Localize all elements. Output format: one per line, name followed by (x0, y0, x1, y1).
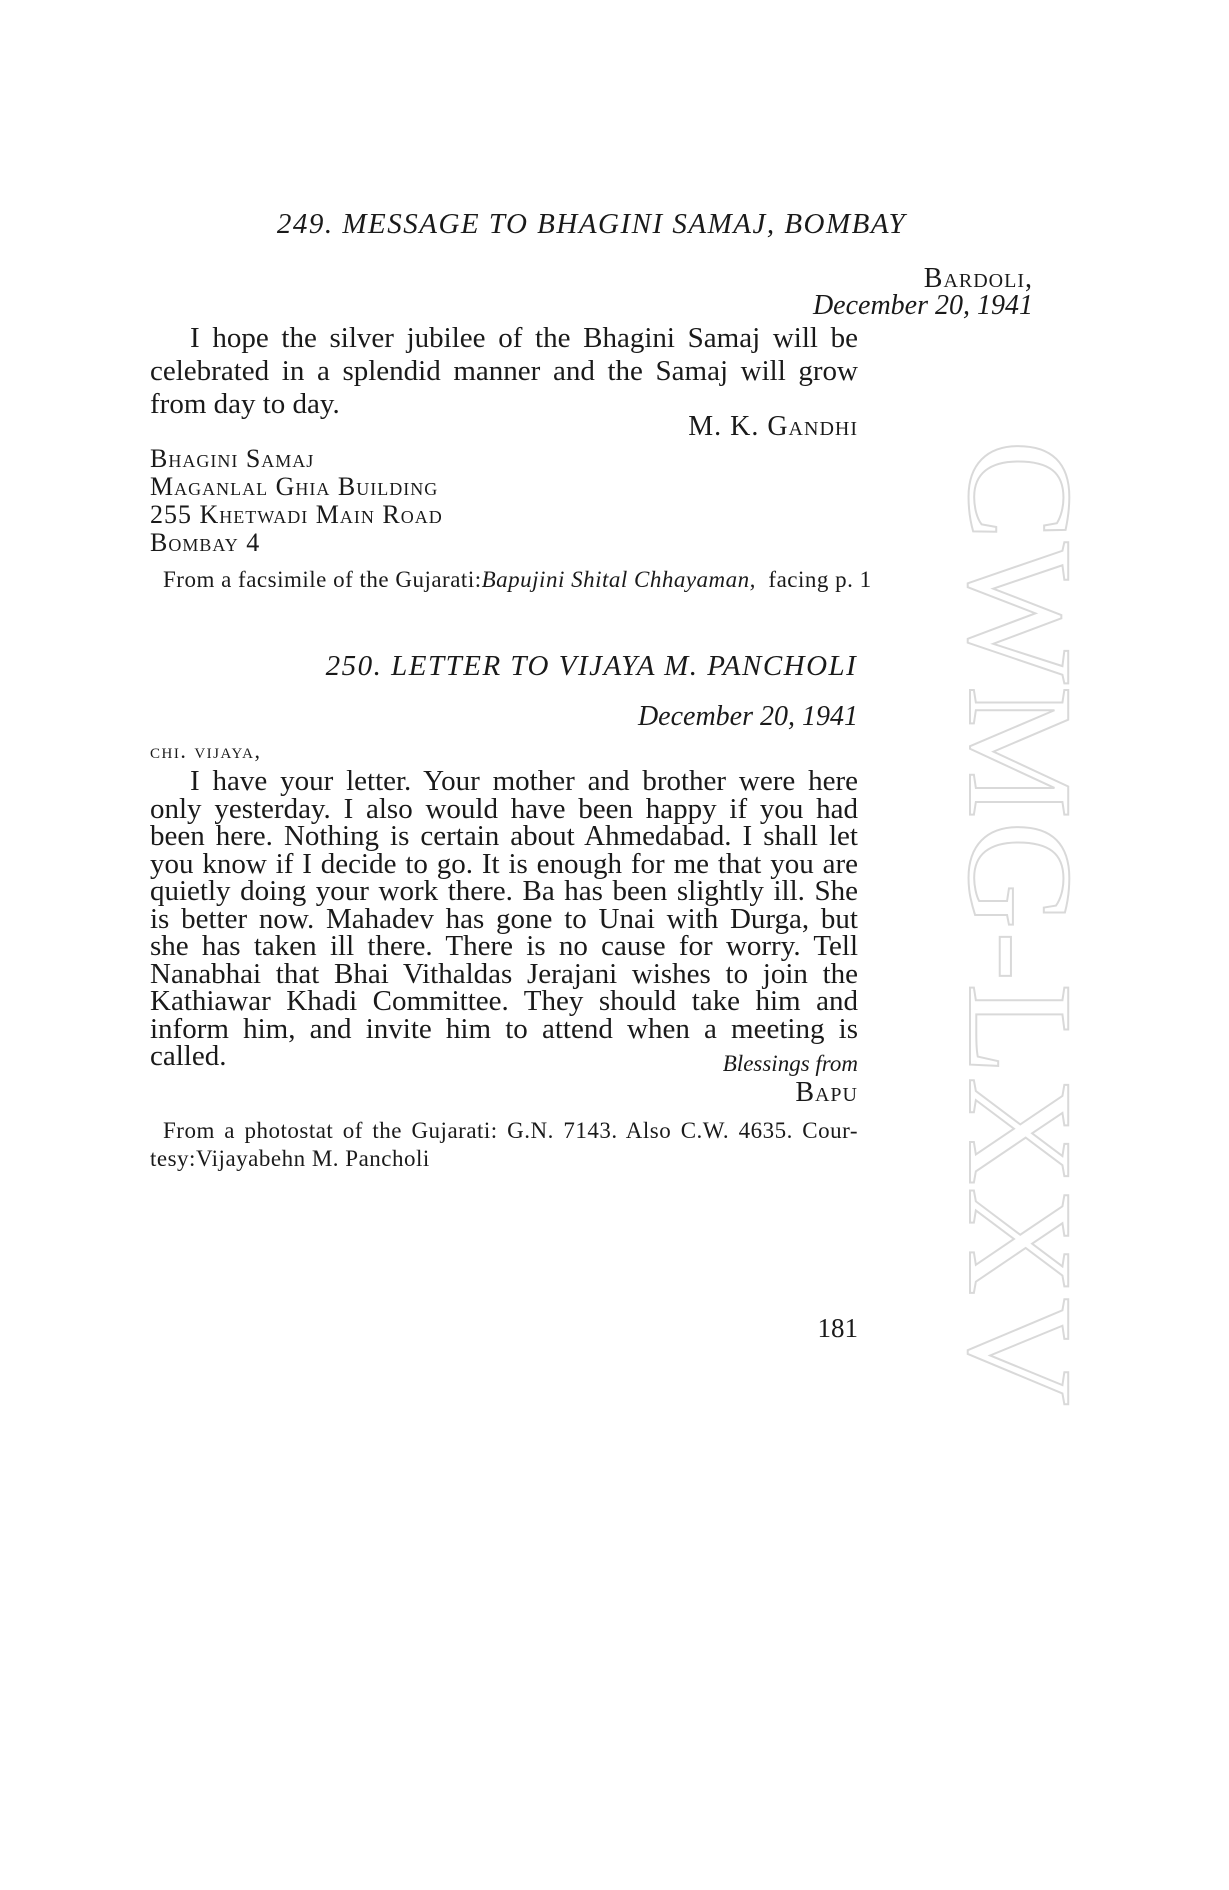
section-249-body: I hope the silver jubilee of the Bhagini Samaj will be celebrated in a splendid manner and the Samaj will grow from day to day. (150, 322, 858, 420)
section-249-source-title: Bapujini Shital Chhayaman, (481, 567, 756, 592)
page-number: 181 (817, 1313, 858, 1343)
section-250-salutation: chi. vijaya, (150, 738, 262, 763)
section-249-date: December 20, 1941 (812, 290, 1033, 321)
watermark: CWMG-LXXV (937, 440, 1103, 1408)
section-249-place: Bardoli, (923, 263, 1033, 294)
section-250-source-line-2: tesy:Vijayabehn M. Pancholi (150, 1146, 430, 1171)
section-249-address-line-4: Bombay 4 (150, 528, 261, 557)
section-250-date: December 20, 1941 (637, 701, 858, 732)
section-250-body: I have your letter. Your mother and brother were here only yesterday. I also would have been happy if you had been here. Nothing is certain about Ahmedabad. I shall let you know if I decide to go. It is enough for me that you are quietly doing your work there. Ba has been slightly ill. She is better now. Mahadev has gone to Unai with Durga, but she has taken ill there. There is no cause for worry. Tell Nanabhai that Bhai Vithaldas Jerajani wishes to join the Kathiawar Khadi Committee. They should take him and inform him, and invite him to attend when a meeting is called. (150, 765, 858, 1072)
section-250-source-line-1: From a photostat of the Gujarati: G.N. 7143. Also C.W. 4635. Cour- (163, 1118, 858, 1143)
section-249-source (163, 564, 872, 595)
section-249-signature: M. K. Gandhi (688, 411, 858, 442)
section-249-address-line-2: Maganlal Ghia Building (150, 472, 439, 501)
section-249-address-line-3: 255 Khetwadi Main Road (150, 500, 443, 529)
text-column (150, 0, 1033, 1890)
section-249-source-suffix: facing p. 1 (768, 567, 872, 592)
section-249-address-line-1: Bhagini Samaj (150, 444, 315, 473)
section-249-source-prefix: From a facsimile of the Gujarati: (163, 567, 482, 592)
section-249-heading: 249. MESSAGE TO BHAGINI SAMAJ, BOMBAY (276, 208, 907, 240)
section-250-closing: Blessings from (722, 1051, 858, 1076)
section-250-heading: 250. LETTER TO VIJAYA M. PANCHOLI (325, 650, 858, 682)
section-250-signature: Bapu (795, 1077, 858, 1108)
